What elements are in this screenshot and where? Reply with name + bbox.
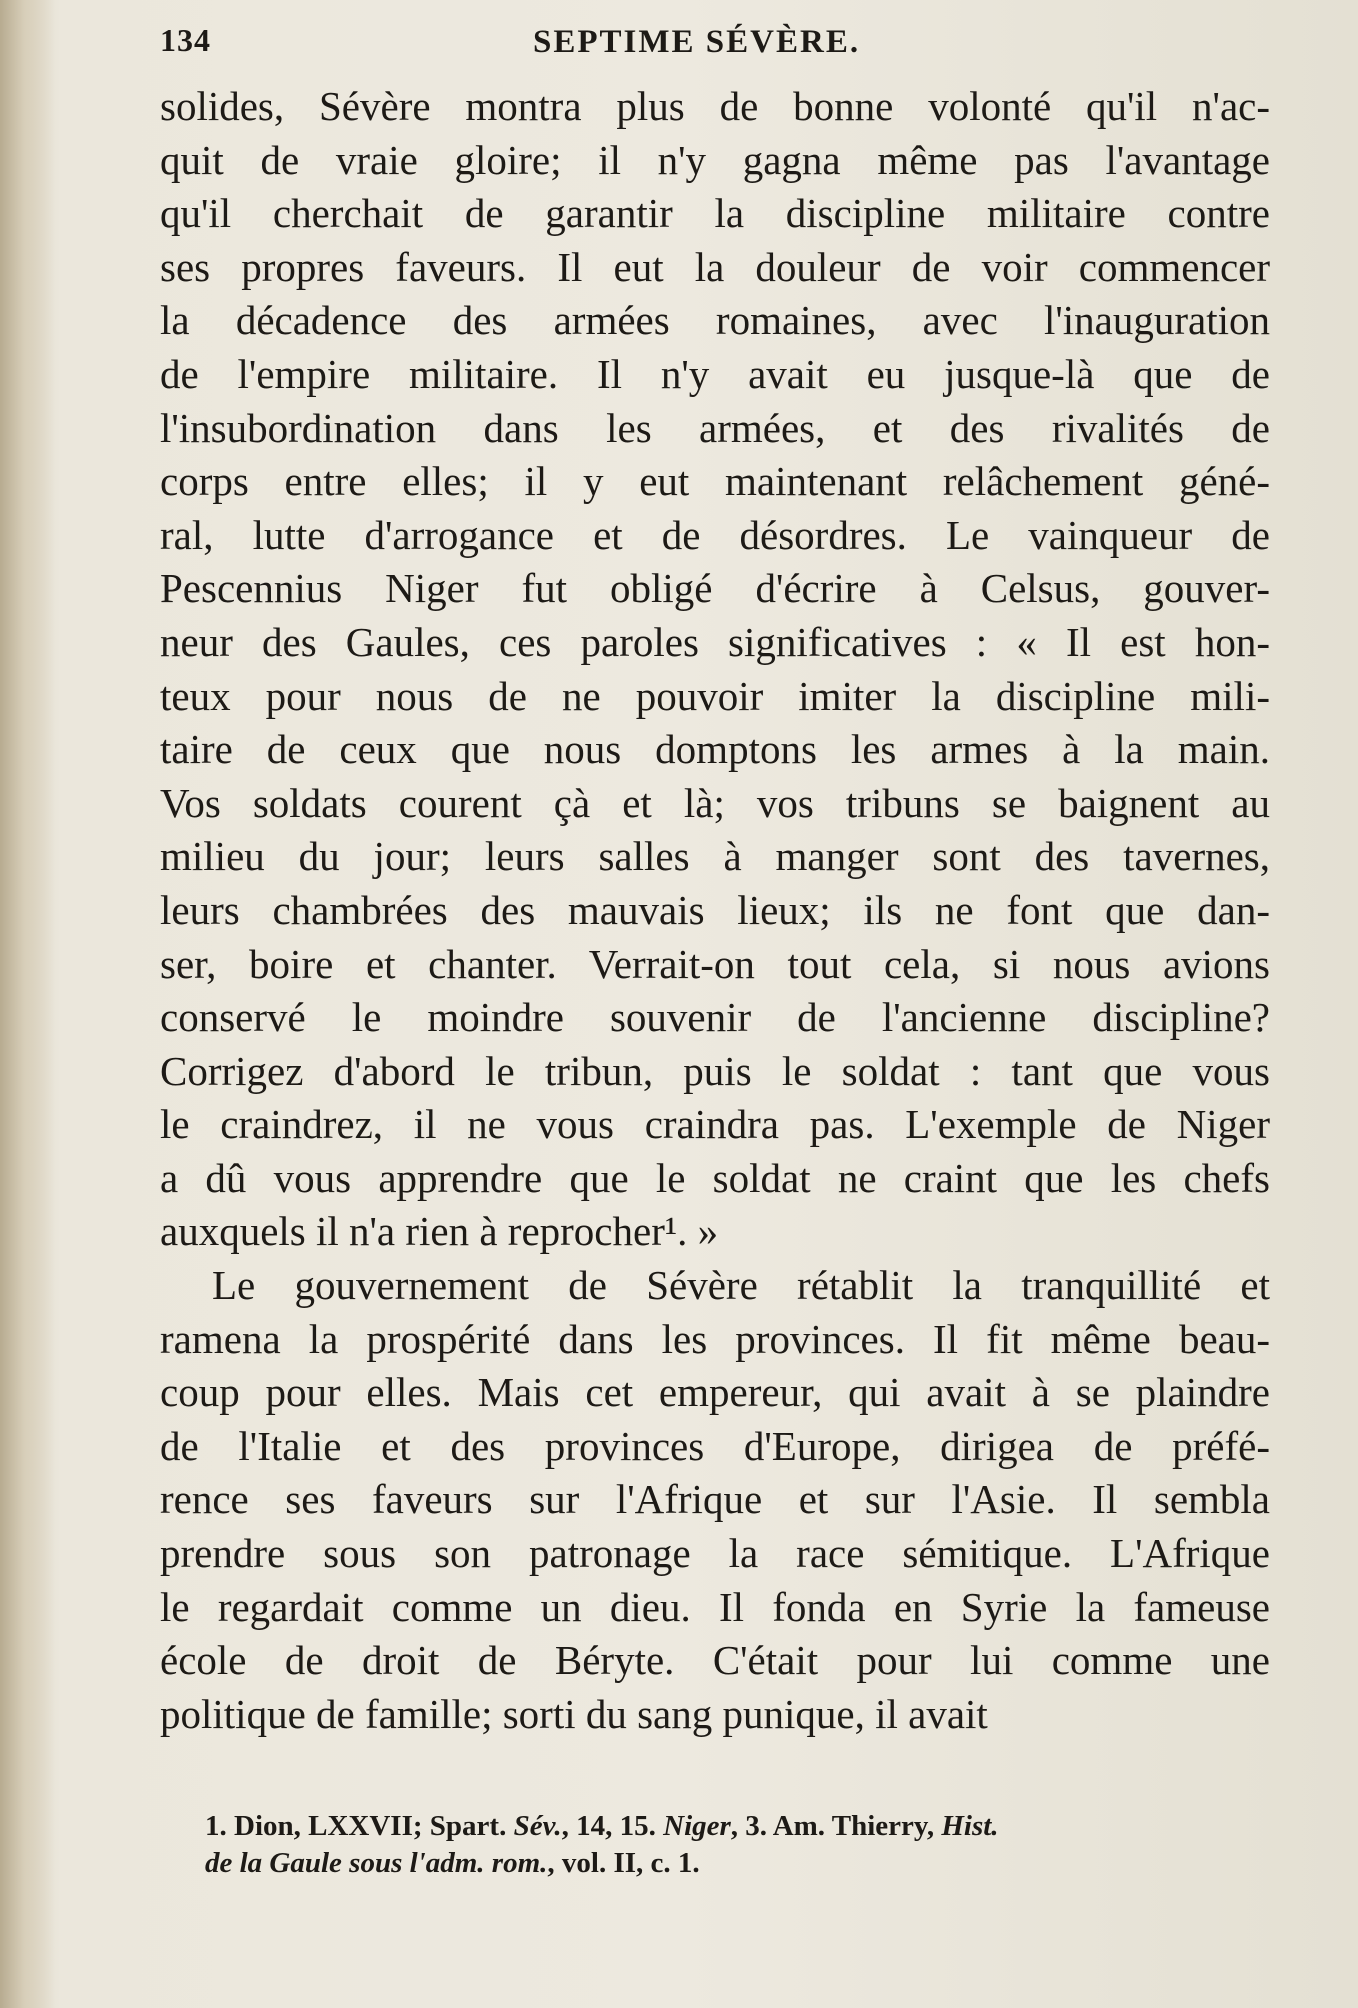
footnote-text: , 3. Am. Thierry, <box>730 1810 935 1842</box>
text-line: Corrigez d'abord le tribun, puis le soldat : tant que vous <box>160 1047 1270 1094</box>
text-line: ramena la prospérité dans les provinces. Il fit même beau- <box>160 1315 1270 1362</box>
text-line: milieu du jour; leurs salles à manger sont des tavernes, <box>160 833 1270 880</box>
text-line: qu'il cherchait de garantir la discipline militaire contre <box>160 190 1270 237</box>
text-line: la décadence des armées romaines, avec l'inauguration <box>160 297 1270 344</box>
footnote-line <box>205 1808 1275 1845</box>
text-line: leurs chambrées des mauvais lieux; ils ne font que dan- <box>160 886 1270 933</box>
text-line: teux pour nous de ne pouvoir imiter la discipline mili- <box>160 672 1270 719</box>
text-line: Le gouvernement de Sévère rétablit la tranquillité et <box>212 1262 1270 1309</box>
text-line: rence ses faveurs sur l'Afrique et sur l'Asie. Il sembla <box>160 1476 1270 1523</box>
footnote-text: , vol. II, c. 1. <box>547 1847 700 1879</box>
text-line: ser, boire et chanter. Verrait-on tout cela, si nous avions <box>160 940 1270 987</box>
text-line: le regardait comme un dieu. Il fonda en Syrie la fameuse <box>160 1583 1270 1630</box>
footnote-text: Dion, LXXVII; Spart. <box>234 1810 507 1842</box>
footnote-text: , 14, 15. <box>561 1810 656 1842</box>
text-line: corps entre elles; il y eut maintenant relâchement géné- <box>160 458 1270 505</box>
text-line: coup pour elles. Mais cet empereur, qui avait à se plaindre <box>160 1369 1270 1416</box>
text-line: quit de vraie gloire; il n'y gagna même pas l'avantage <box>160 136 1270 183</box>
text-line: conservé le moindre souvenir de l'ancienne discipline? <box>160 994 1270 1041</box>
footnote-number: 1. <box>205 1810 227 1842</box>
text-line: politique de famille; sorti du sang punique, il avait <box>160 1690 988 1737</box>
page-gutter-shadow <box>0 0 55 2008</box>
page-number: 134 <box>160 22 211 58</box>
body-text <box>160 80 1270 1741</box>
footnotes <box>205 1808 1275 1882</box>
running-header <box>160 22 1260 62</box>
text-line: ral, lutte d'arrogance et de désordres. Le vainqueur de <box>160 511 1270 558</box>
text-line: taire de ceux que nous domptons les armes à la main. <box>160 726 1270 773</box>
text-line: solides, Sévère montra plus de bonne volonté qu'il n'ac- <box>160 83 1270 129</box>
text-line: ses propres faveurs. Il eut la douleur de voir commencer <box>160 243 1270 290</box>
text-line: neur des Gaules, ces paroles significatives : « Il est hon- <box>160 618 1270 665</box>
text-line: Vos soldats courent çà et là; vos tribuns se baignent au <box>160 779 1270 826</box>
text-line: prendre sous son patronage la race sémitique. L'Afrique <box>160 1530 1270 1577</box>
running-title: SEPTIME SÉVÈRE. <box>533 24 861 60</box>
text-line: Pescennius Niger fut obligé d'écrire à Celsus, gouver- <box>160 565 1270 612</box>
footnote-text-italic: de la Gaule sous l'adm. rom. <box>205 1847 548 1879</box>
text-line: le craindrez, il ne vous craindra pas. L'exemple de Niger <box>160 1101 1270 1148</box>
footnote-text-italic: Niger <box>663 1810 731 1842</box>
text-line: l'insubordination dans les armées, et des rivalités de <box>160 404 1270 451</box>
footnote-text-italic: Hist. <box>941 1810 999 1842</box>
text-line: a dû vous apprendre que le soldat ne craint que les chefs <box>160 1154 1270 1201</box>
text-line: de l'Italie et des provinces d'Europe, dirigea de préfé- <box>160 1422 1270 1469</box>
text-line: auxquels il n'a rien à reprocher¹. » <box>160 1208 719 1255</box>
footnote-line <box>205 1845 1275 1882</box>
text-line: de l'empire militaire. Il n'y avait eu jusque-là que de <box>160 350 1270 397</box>
text-line: école de droit de Béryte. C'était pour lui comme une <box>160 1637 1270 1684</box>
footnote-text-italic: Sév. <box>513 1810 562 1842</box>
